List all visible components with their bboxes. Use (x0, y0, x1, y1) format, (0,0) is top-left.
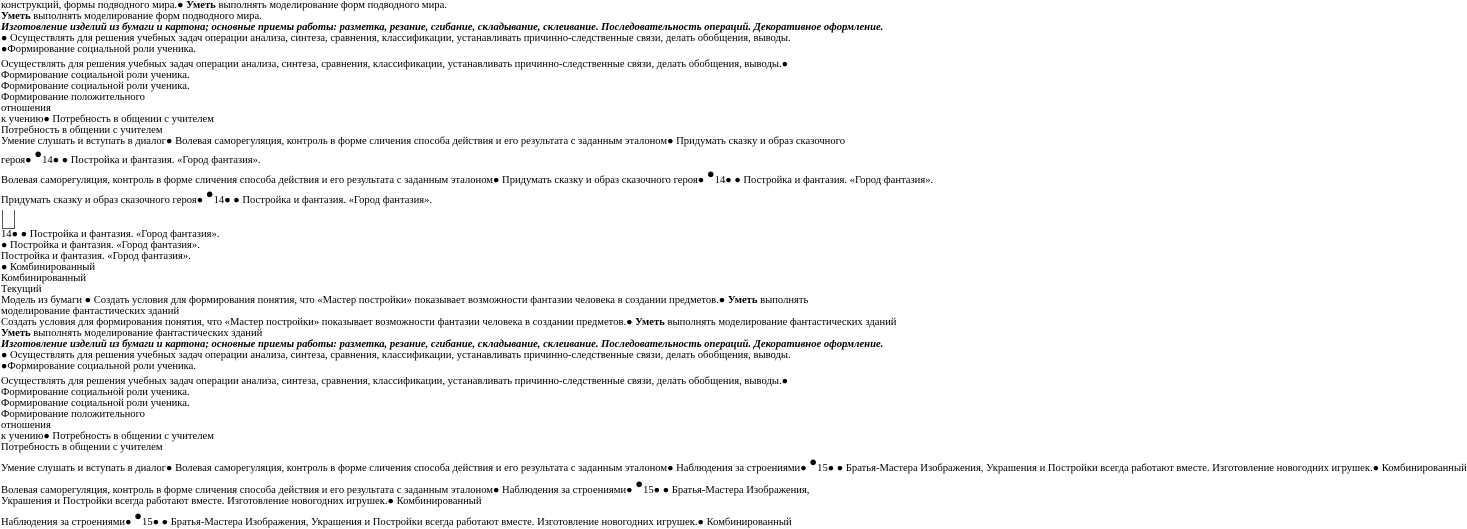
text-line: ● Комбинированный (1, 262, 96, 273)
text-paragraph: ● Осуществлять для решения учебных задач операции анализа, синтеза, сравнения, классификации, устанавливать причинно-следственные связи, делать обобщения, выводы. ●Формирование социальной роли ученика. (1, 350, 791, 372)
text-line: Уметь выполнять моделирование фантастических зданий (1, 328, 263, 339)
text-line: Потребность в общении с учителем (1, 442, 163, 453)
text-line: Формирование социальной роли ученика. (1, 398, 190, 409)
text-line: Текущий (1, 284, 42, 295)
empty-frame (1, 207, 813, 229)
text-paragraph: Осуществлять для решения учебных задач операции анализа, синтеза, сравнения, классификации, устанавливать причинно-следственные связи, делать обобщения, выводы.● Формирование социальной роли ученика. (1, 59, 789, 81)
text-line: героя● ●14● ● Постройка и фантазия. «Город фантазия». (1, 146, 261, 166)
text-line: Комбинированный (1, 273, 87, 284)
text-line: Умение слушать и вступать в диалог● Волевая саморегуляция, контроль в форме сличения способа действия и его результата с заданным эталоном● Наблюдения за строениями● ●15● ● Братья-Мастера Изображения, Украшения и Постройки всегда работают вместе. Изготовление новогодних игрушек.● Комбинированный (1, 454, 1467, 474)
text-line: Умение слушать и вступать в диалог● Волевая саморегуляция, контроль в форме сличения способа действия и его результата с заданным эталоном● Придумать сказку и образ сказочного (1, 136, 846, 147)
text-line: 14● ● Постройка и фантазия. «Город фантазия». (1, 229, 220, 240)
text-paragraph: ● Осуществлять для решения учебных задач операции анализа, синтеза, сравнения, классификации, устанавливать причинно-следственные связи, делать обобщения, выводы. ●Формирование социальной роли ученика. (1, 33, 791, 55)
text-line: Потребность в общении с учителем (1, 125, 163, 136)
text-line: к учению● Потребность в общении с учителем (1, 431, 214, 442)
text-line: ● Постройка и фантазия. «Город фантазия». (1, 240, 200, 251)
text-line: Постройка и фантазия. «Город фантазия». (1, 251, 191, 262)
text-line: Создать условия для формирования понятия, что «Мастер постройки» показывает возможности фантазии человека в создании предметов.● Уметь выполнять моделирование фантастических зданий (1, 317, 897, 328)
text-line: Формирование положительного (1, 409, 145, 420)
text-line: Волевая саморегуляция, контроль в форме сличения способа действия и его результата с заданным эталоном● Придумать сказку и образ сказочного героя● ●14● ● Постройка и фантазия. «Город фантазия». (1, 166, 934, 186)
section-heading: Изготовление изделий из бумаги и картона; основные приемы работы: разметка, резание, сгибание, складывание, склеивание. Последовательность операций. Декоративное оформление. (1, 22, 884, 33)
text-line: Формирование социальной роли ученика. (1, 81, 190, 92)
text-paragraph: Модель из бумаги ● Создать условия для формирования понятия, что «Мастер постройки» показывает возможности фантазии человека в создании предметов.● Уметь выполнять моделирование фантастических зданий (1, 295, 809, 317)
text-paragraph: Волевая саморегуляция, контроль в форме сличения способа действия и его результата с заданным эталоном● Наблюдения за строениями● ●15● ● Братья-Мастера Изображения, Украшения и Постройки всегда работают вместе. Изготовление новогодних игрушек.● Комбинированный (1, 476, 810, 507)
text-line: отношения (1, 103, 51, 114)
text-line: к учению● Потребность в общении с учителем (1, 114, 214, 125)
text-line: отношения (1, 420, 51, 431)
section-heading: Изготовление изделий из бумаги и картона; основные приемы работы: разметка, резание, сгибание, складывание, склеивание. Последовательность операций. Декоративное оформление. (1, 339, 884, 350)
text-line: Придумать сказку и образ сказочного героя● ●14● ● Постройка и фантазия. «Город фантазия». (1, 186, 433, 206)
text-line: конструкций, формы подводного мира.● Уметь выполнять моделирование форм подводного мира. (1, 0, 447, 11)
text-line: Уметь выполнять моделирование форм подводного мира. (1, 11, 262, 22)
text-line: Наблюдения за строениями● ●15● ● Братья-Мастера Изображения, Украшения и Постройки всегда работают вместе. Изготовление новогодних игрушек.● Комбинированный (1, 508, 792, 528)
text-paragraph: Осуществлять для решения учебных задач операции анализа, синтеза, сравнения, классификации, устанавливать причинно-следственные связи, делать обобщения, выводы.● Формирование социальной роли ученика. (1, 376, 789, 398)
text-line: Формирование положительного (1, 92, 145, 103)
